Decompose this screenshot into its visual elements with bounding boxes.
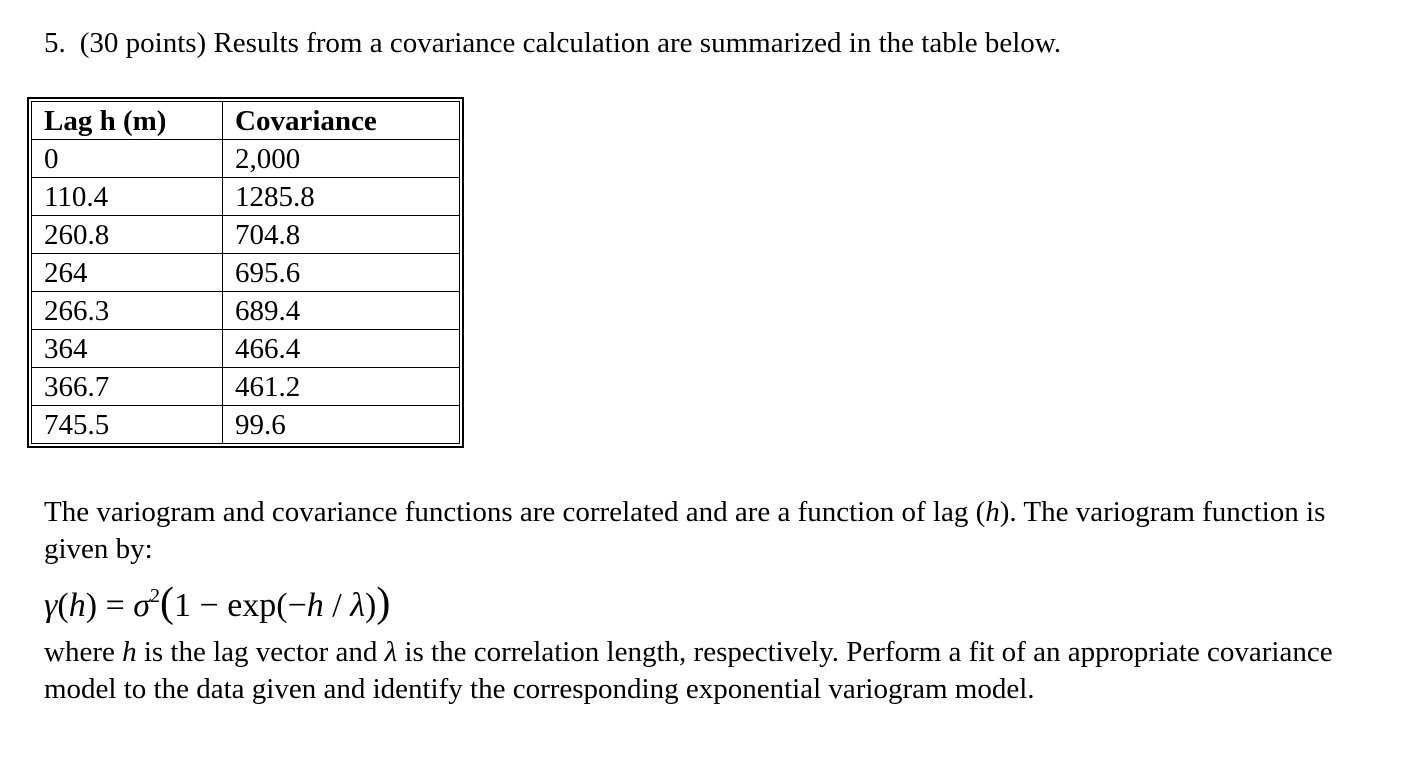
lag-cell: 264 bbox=[32, 254, 223, 292]
covariance-cell: 461.2 bbox=[223, 368, 460, 406]
lag-cell: 260.8 bbox=[32, 216, 223, 254]
formula-big-paren: ( bbox=[160, 580, 175, 626]
covariance-cell: 2,000 bbox=[223, 140, 460, 178]
lag-symbol: h bbox=[985, 496, 1000, 528]
formula-paren: ) bbox=[364, 587, 377, 624]
lag-cell: 266.3 bbox=[32, 292, 223, 330]
covariance-cell: 466.4 bbox=[223, 330, 460, 368]
covariance-table bbox=[31, 101, 460, 444]
paragraph1-text-post: ). The variogram function is given by: bbox=[44, 496, 1326, 565]
table-row bbox=[32, 330, 460, 368]
formula-paren: ( bbox=[57, 587, 69, 624]
paragraph1-text-pre: The variogram and covariance functions are correlated and are a function of lag ( bbox=[44, 496, 986, 528]
table-header-row bbox=[32, 102, 460, 140]
paragraph2-text: is the lag vector and bbox=[136, 636, 385, 668]
table-row bbox=[32, 254, 460, 292]
covariance-cell: 99.6 bbox=[223, 406, 460, 444]
covariance-table-frame bbox=[27, 97, 464, 448]
formula-exponent: 2 bbox=[150, 585, 161, 607]
question-text: (30 points) Results from a covariance calculation are summarized in the table below. bbox=[79, 27, 1062, 59]
question-heading bbox=[44, 26, 1061, 60]
formula-h: h bbox=[306, 587, 324, 624]
formula-h: h bbox=[68, 587, 86, 624]
question-number: 5. bbox=[44, 27, 66, 59]
lag-cell: 366.7 bbox=[32, 368, 223, 406]
paragraph2-text: where bbox=[44, 636, 123, 668]
table-row bbox=[32, 216, 460, 254]
lag-symbol: h bbox=[122, 636, 137, 668]
covariance-cell: 695.6 bbox=[223, 254, 460, 292]
variogram-formula bbox=[44, 574, 390, 628]
paragraph2-text: is the correlation length, respectively. Perform a fit of an appropriate covariance model to the data given and identify the corresponding exponential variogram model. bbox=[44, 636, 1333, 705]
table-row bbox=[32, 178, 460, 216]
lag-cell: 745.5 bbox=[32, 406, 223, 444]
lambda-symbol: λ bbox=[350, 587, 365, 624]
table-row bbox=[32, 368, 460, 406]
sigma-symbol: σ bbox=[133, 587, 151, 624]
gamma-symbol: γ bbox=[44, 587, 58, 624]
table-row bbox=[32, 406, 460, 444]
table-row bbox=[32, 292, 460, 330]
header-covariance: Covariance bbox=[223, 102, 460, 140]
task-paragraph bbox=[44, 634, 1384, 708]
covariance-cell: 704.8 bbox=[223, 216, 460, 254]
table-row bbox=[32, 140, 460, 178]
formula-slash: / bbox=[323, 587, 351, 624]
formula-equals: = bbox=[97, 587, 134, 624]
formula-exp-term: 1 − exp(− bbox=[174, 587, 307, 624]
lag-cell: 0 bbox=[32, 140, 223, 178]
lag-cell: 110.4 bbox=[32, 178, 223, 216]
variogram-intro-paragraph bbox=[44, 494, 1384, 568]
formula-paren: ) bbox=[85, 587, 98, 624]
formula-big-paren: ) bbox=[376, 580, 391, 626]
header-lag: Lag h (m) bbox=[32, 102, 223, 140]
lag-cell: 364 bbox=[32, 330, 223, 368]
covariance-cell: 1285.8 bbox=[223, 178, 460, 216]
covariance-cell: 689.4 bbox=[223, 292, 460, 330]
lambda-symbol: λ bbox=[384, 636, 398, 668]
